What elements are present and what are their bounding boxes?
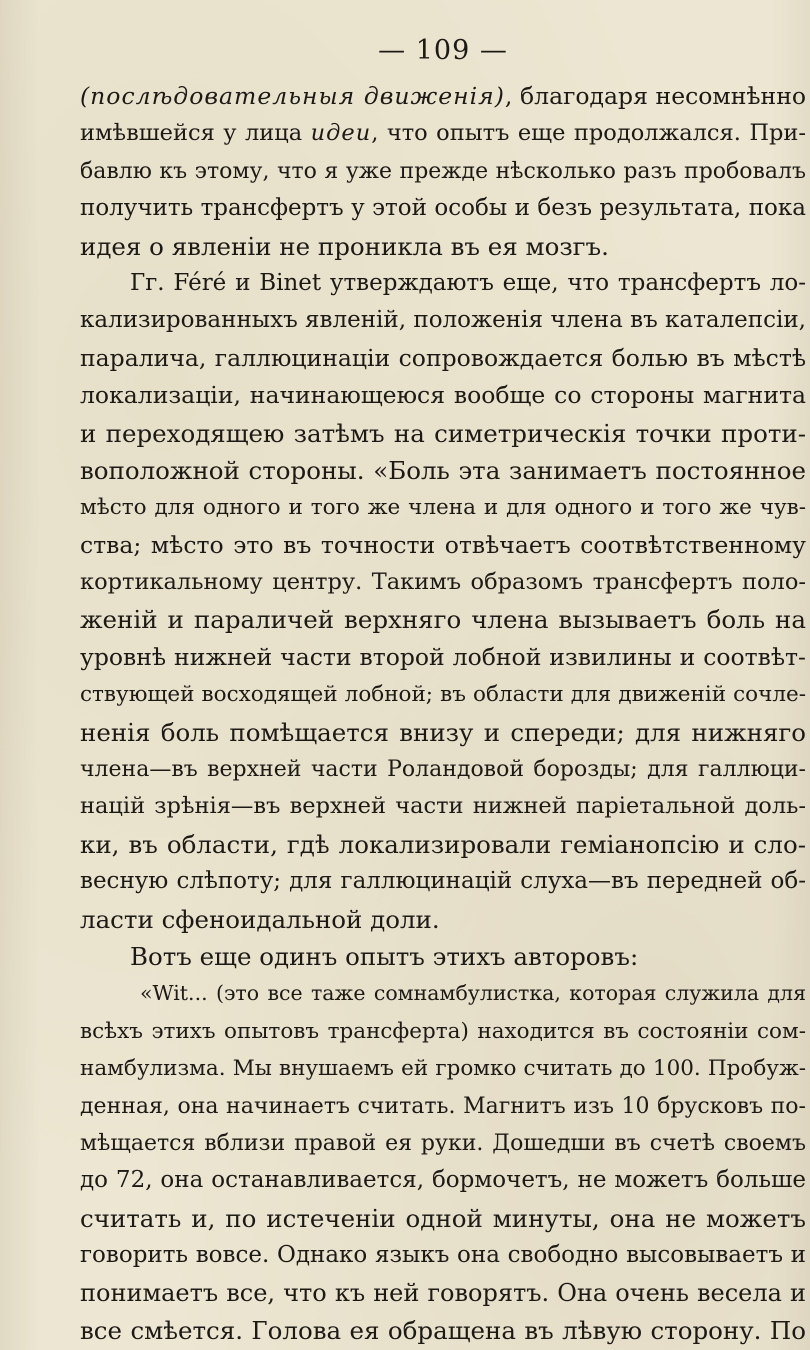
text-line: мѣсто для одного и того же члена и для одного и того же чув- xyxy=(80,495,806,521)
text-line: ласти сфеноидальной доли. xyxy=(80,904,440,934)
text-line: намбулизма. Мы внушаемъ ей громко считать до 100. Пробуж- xyxy=(80,1056,806,1082)
emphasis-text: (послѣдовательныя движенія) xyxy=(80,82,505,110)
text-line: женій и параличей верхняго члена вызываетъ боль на xyxy=(80,605,806,635)
text-span: , что опытъ еще продолжался. При- xyxy=(371,120,806,147)
text-line: члена—въ верхней части Роландовой борозды; для галлюци- xyxy=(80,757,806,783)
text-line: говорить вовсе. Однако языкъ она свободно высовываетъ и xyxy=(80,1242,806,1269)
text-line: денная, она начинаетъ считать. Магнитъ изъ 10 брусковъ по- xyxy=(80,1093,806,1119)
text-line: бавлю къ этому, что я уже прежде нѣсколько разъ пробовалъ xyxy=(80,158,806,184)
text-line: весную слѣпоту; для галлюцинацій слуха—въ передней об- xyxy=(80,868,806,895)
text-line: Гг. Féré и Binet утверждаютъ еще, что трансфертъ ло- xyxy=(130,269,806,296)
text-line: всѣхъ этихъ опытовъ трансферта) находится въ состояніи сом- xyxy=(80,1018,806,1044)
emphasis-text: идеи xyxy=(310,120,372,147)
book-page xyxy=(80,28,806,1349)
text-line: идея о явленіи не проникла въ ея мозгъ. xyxy=(80,231,609,261)
text-line: понимаетъ все, что къ ней говорятъ. Она очень весела и xyxy=(80,1278,806,1307)
text-line xyxy=(80,115,806,152)
text-line: паралича, галлюцинаціи сопровождается болью въ мѣстѣ xyxy=(80,343,806,372)
text-span: имѣвшейся у лица xyxy=(80,120,311,147)
text-line: локализаціи, начинающеюся вообще со стороны магнита xyxy=(80,381,806,410)
text-line: «Wit... (это все таже сомнамбулистка, которая служила для xyxy=(140,981,806,1006)
text-line xyxy=(80,78,806,115)
text-line: мѣщается вблизи правой ея руки. Дошедши въ счетѣ своемъ xyxy=(80,1130,806,1156)
text-line: все смѣется. Голова ея обращена въ лѣвую сторону. По xyxy=(80,1315,806,1345)
paragraph-2 xyxy=(80,265,806,938)
text-line: ствующей восходящей лобной; въ области для движеній сочле- xyxy=(80,682,806,708)
text-line: получить трансфертъ у этой особы и безъ результата, пока xyxy=(80,195,806,222)
text-line: ства; мѣсто это въ точности отвѣчаетъ соотвѣтственному xyxy=(80,530,806,559)
text-span: , благодаря несомнѣнно xyxy=(504,82,806,110)
text-line: и переходящею затѣмъ на симетрическія точки проти- xyxy=(80,418,806,448)
text-line: Вотъ еще одинъ опытъ этихъ авторовъ: xyxy=(130,941,639,971)
page-number: — 109 — xyxy=(378,35,508,66)
text-line: уровнѣ нижней части второй лобной извилины и соотвѣт- xyxy=(80,642,806,671)
text-line: ненія боль помѣщается внизу и спереди; для нижняго xyxy=(80,717,806,747)
text-line: до 72, она останавливается, бормочетъ, не можетъ больше xyxy=(80,1167,806,1194)
text-line: считать и, по истеченіи одной минуты, она не можетъ xyxy=(80,1203,806,1233)
text-line: ки, въ области, гдѣ локализировали геміанопсію и сло- xyxy=(80,829,806,859)
text-line: воположной стороны. «Боль эта занимаетъ постоянное xyxy=(80,455,806,485)
paragraph-1 xyxy=(80,78,806,265)
text-line: націй зрѣнія—въ верхней части нижней паріетальной доль- xyxy=(80,793,806,820)
paragraph-4 xyxy=(80,975,806,1349)
text-line: кализированныхъ явленій, положенія члена въ каталепсіи, xyxy=(80,307,806,334)
text-line: кортикальному центру. Такимъ образомъ трансфертъ поло- xyxy=(80,569,806,596)
paragraph-3 xyxy=(80,938,806,975)
